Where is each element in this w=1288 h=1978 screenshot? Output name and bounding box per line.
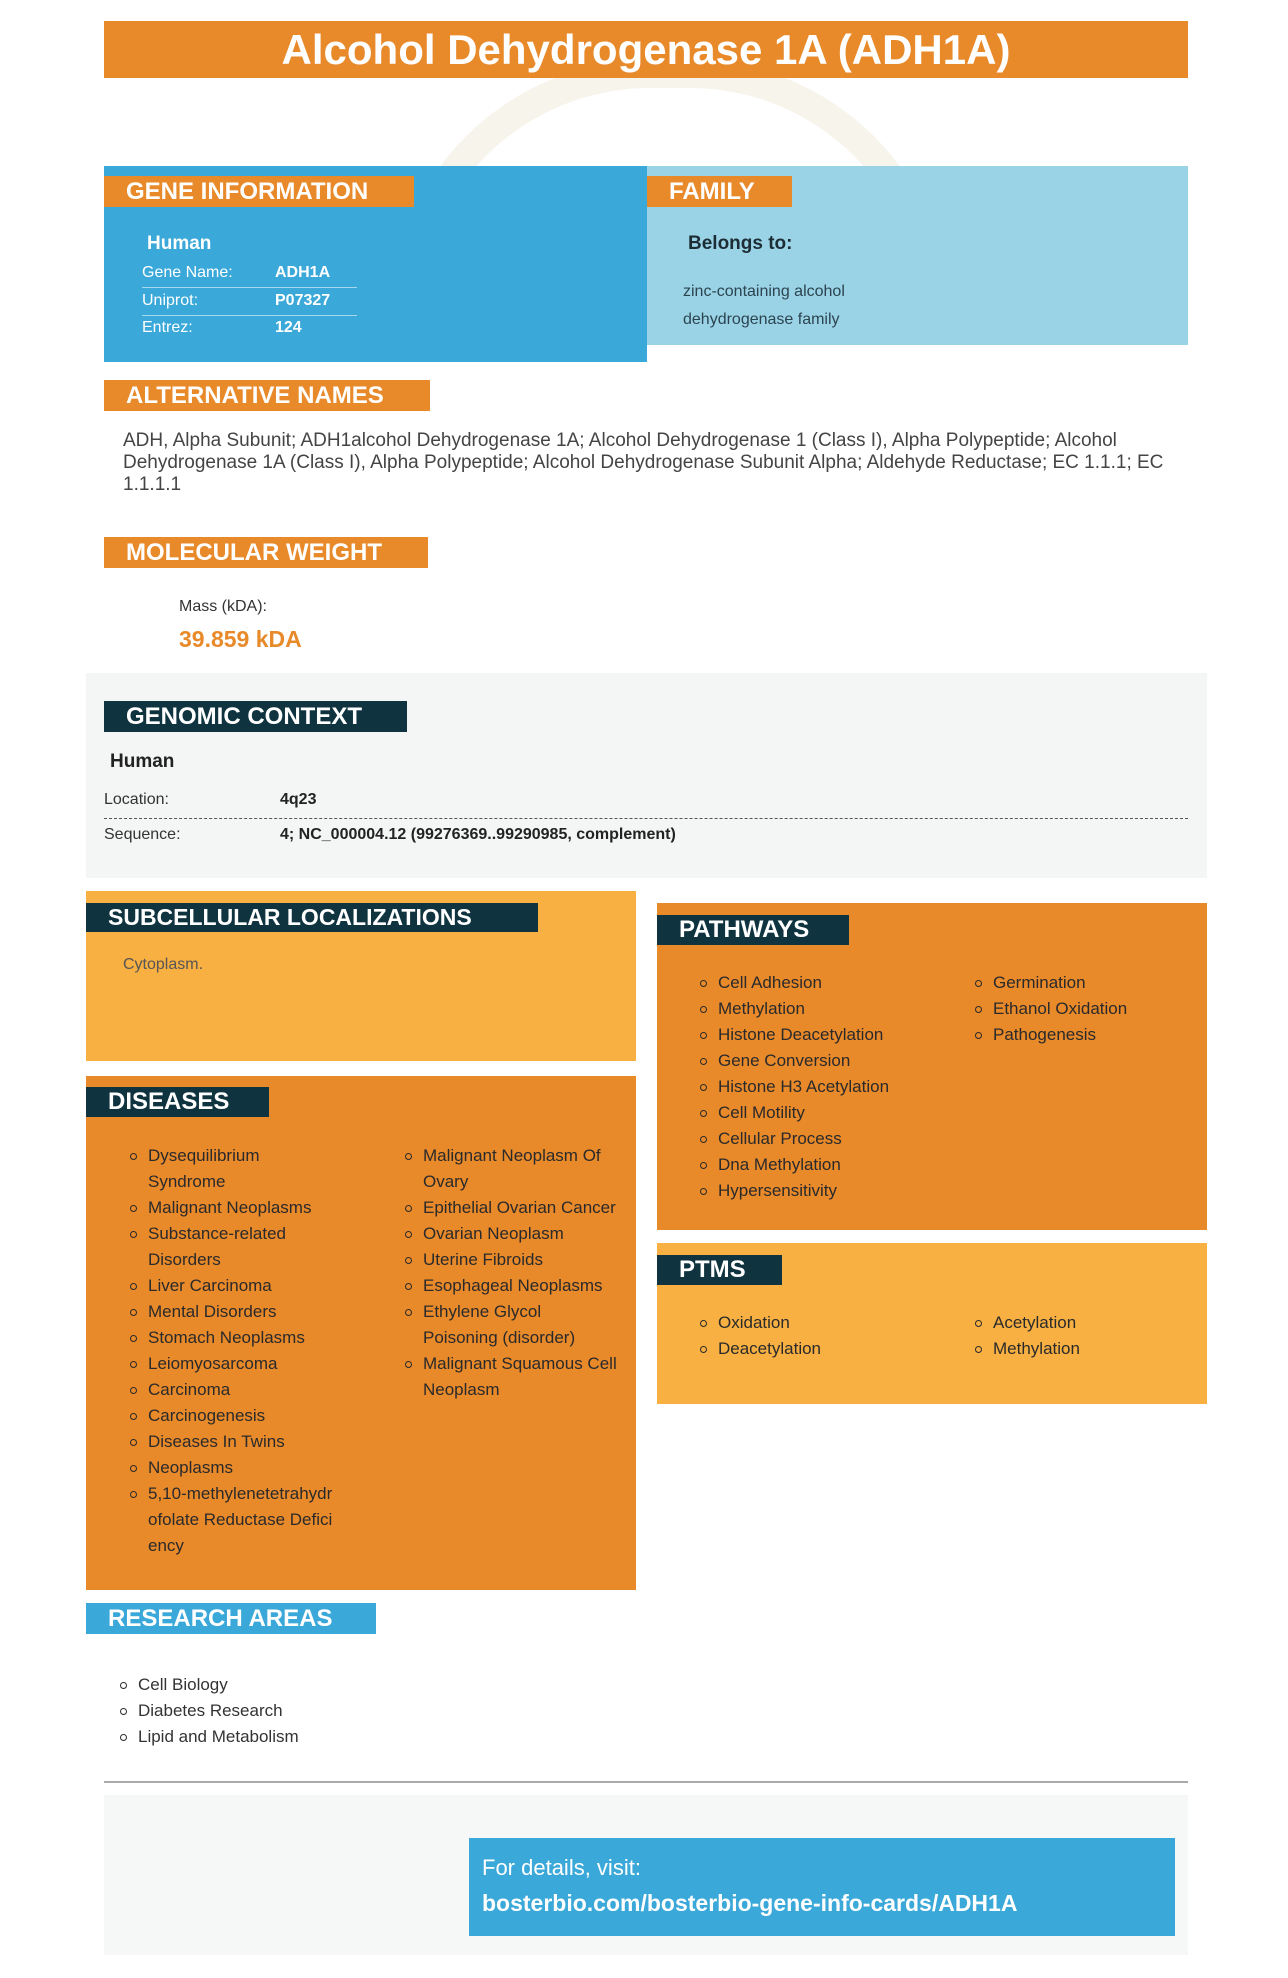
- list-item: Esophageal Neoplasms: [403, 1273, 618, 1299]
- list-item: Pathogenesis: [973, 1022, 1193, 1048]
- research-areas-heading: RESEARCH AREAS: [86, 1603, 376, 1634]
- diseases-heading: DISEASES: [86, 1087, 269, 1117]
- diseases-list-col1: [128, 1143, 338, 1559]
- list-item: Diabetes Research: [118, 1698, 438, 1724]
- dashed-divider: [104, 818, 1188, 819]
- list-item: Dna Methylation: [698, 1152, 958, 1178]
- genomic-context-heading: GENOMIC CONTEXT: [104, 701, 407, 732]
- list-item: Deacetylation: [698, 1336, 958, 1362]
- list-item: Cellular Process: [698, 1126, 958, 1152]
- genomic-species: Human: [110, 751, 175, 772]
- list-item: Malignant Neoplasm Of Ovary: [403, 1143, 618, 1195]
- list-item: Carcinoma: [128, 1377, 338, 1403]
- ptms-heading: PTMS: [657, 1255, 782, 1285]
- pathways-list-col2: [973, 970, 1193, 1048]
- location-label: Location:: [104, 791, 169, 808]
- diseases-list-col2: [403, 1143, 618, 1403]
- list-item: Diseases In Twins: [128, 1429, 338, 1455]
- list-item: Dysequilibrium Syndrome: [128, 1143, 338, 1195]
- pathways-heading: PATHWAYS: [657, 915, 849, 945]
- list-item: Mental Disorders: [128, 1299, 338, 1325]
- details-link[interactable]: bosterbio.com/bosterbio-gene-info-cards/ADH1A: [482, 1890, 1018, 1916]
- entrez-value: 124: [275, 319, 302, 336]
- family-name-line1: zinc-containing alcohol: [683, 283, 845, 300]
- list-item: Histone H3 Acetylation: [698, 1074, 958, 1100]
- list-item: Cell Motility: [698, 1100, 958, 1126]
- research-areas-list: [118, 1672, 438, 1750]
- location-value: 4q23: [280, 791, 317, 808]
- list-item: Malignant Neoplasms: [128, 1195, 338, 1221]
- uniprot-value: P07327: [275, 292, 331, 309]
- list-item: Cell Biology: [118, 1672, 438, 1698]
- list-item: Cell Adhesion: [698, 970, 958, 996]
- list-item: Ethylene Glycol Poisoning (disorder): [403, 1299, 618, 1351]
- list-item: Methylation: [973, 1336, 1193, 1362]
- list-item: Neoplasms: [128, 1455, 338, 1481]
- ptms-list-col2: [973, 1310, 1193, 1362]
- details-link-box[interactable]: [469, 1838, 1175, 1936]
- list-item: Lipid and Metabolism: [118, 1724, 438, 1750]
- list-item: Carcinogenesis: [128, 1403, 338, 1429]
- list-item: Acetylation: [973, 1310, 1193, 1336]
- list-item: Leiomyosarcoma: [128, 1351, 338, 1377]
- mass-label: Mass (kDA):: [179, 598, 267, 615]
- molecular-weight-heading: MOLECULAR WEIGHT: [104, 537, 428, 568]
- list-item: Methylation: [698, 996, 958, 1022]
- uniprot-label: Uniprot:: [142, 292, 199, 309]
- ptms-list-col1: [698, 1310, 958, 1362]
- row-divider: [142, 287, 357, 288]
- gene-species: Human: [147, 233, 212, 254]
- family-name-line2: dehydrogenase family: [683, 311, 840, 328]
- list-item: Liver Carcinoma: [128, 1273, 338, 1299]
- list-item: Epithelial Ovarian Cancer: [403, 1195, 618, 1221]
- list-item: Stomach Neoplasms: [128, 1325, 338, 1351]
- belongs-to-label: Belongs to:: [688, 233, 793, 254]
- details-prompt: For details, visit:: [482, 1855, 641, 1880]
- page-title: Alcohol Dehydrogenase 1A (ADH1A): [104, 21, 1188, 78]
- list-item: Gene Conversion: [698, 1048, 958, 1074]
- section-divider: [104, 1781, 1188, 1783]
- list-item: Germination: [973, 970, 1193, 996]
- subcellular-heading: SUBCELLULAR LOCALIZATIONS: [86, 903, 538, 932]
- mass-value: 39.859 kDA: [179, 626, 302, 652]
- list-item: Histone Deacetylation: [698, 1022, 958, 1048]
- list-item: Ethanol Oxidation: [973, 996, 1193, 1022]
- list-item: Substance-related Disorders: [128, 1221, 338, 1273]
- family-heading: FAMILY: [647, 176, 792, 207]
- list-item: Oxidation: [698, 1310, 958, 1336]
- alternative-names-text: ADH, Alpha Subunit; ADH1alcohol Dehydrogenase 1A; Alcohol Dehydrogenase 1 (Class I), Alpha Polypeptide; Alcohol Dehydrogenase 1A (Class I), Alpha Polypeptide; Alcohol Dehydrogenase Subunit Alpha; Aldehyde Reductase; EC 1.1.1; EC 1.1.1.1: [123, 430, 1164, 495]
- entrez-label: Entrez:: [142, 319, 193, 336]
- list-item: Uterine Fibroids: [403, 1247, 618, 1273]
- sequence-label: Sequence:: [104, 826, 181, 843]
- list-item: Ovarian Neoplasm: [403, 1221, 618, 1247]
- gene-name-label: Gene Name:: [142, 264, 233, 281]
- row-divider: [142, 315, 357, 316]
- list-item: 5,10-methylenetetrahydrofolate Reductase Deficiency: [128, 1481, 338, 1559]
- gene-information-heading: GENE INFORMATION: [104, 176, 414, 207]
- pathways-list-col1: [698, 970, 958, 1204]
- list-item: Hypersensitivity: [698, 1178, 958, 1204]
- alternative-names-heading: ALTERNATIVE NAMES: [104, 380, 430, 411]
- gene-name-value: ADH1A: [275, 264, 331, 281]
- subcellular-text: Cytoplasm.: [123, 956, 204, 973]
- list-item: Malignant Squamous Cell Neoplasm: [403, 1351, 618, 1403]
- sequence-value: 4; NC_000004.12 (99276369..99290985, complement): [280, 826, 676, 843]
